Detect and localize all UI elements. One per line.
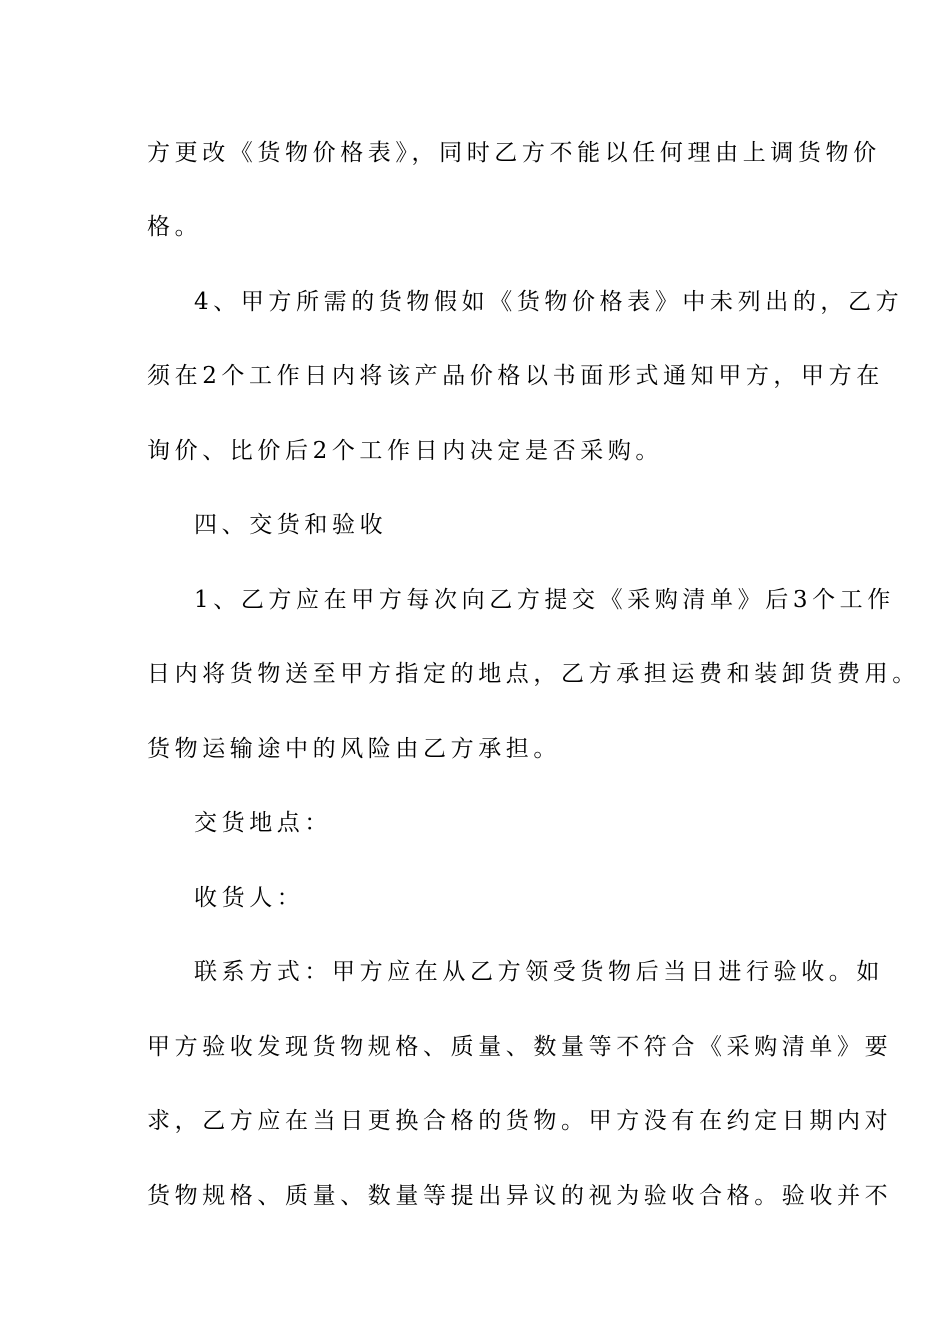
paragraph-line: 求，乙方应在当日更换合格的货物。甲方没有在约定日期内对 [147,1108,893,1134]
paragraph-line: 4、甲方所需的货物假如《货物价格表》中未列出的，乙方 [194,289,904,315]
paragraph-line: 货物运输途中的风险由乙方承担。 [147,736,561,762]
paragraph-line: 格。 [147,214,203,240]
paragraph-line: 货物规格、质量、数量等提出异议的视为验收合格。验收并不 [147,1183,893,1209]
section-heading: 四、交货和验收 [194,512,388,538]
paragraph-line: 甲方验收发现货物规格、质量、数量等不符合《采购清单》要 [147,1034,893,1060]
paragraph-line: 方更改《货物价格表》，同时乙方不能以任何理由上调货物价 [147,140,881,166]
field-label-consignee: 收货人： [194,885,305,911]
paragraph-line: 询价、比价后2个工作日内决定是否采购。 [147,438,664,464]
paragraph-line: 1、乙方应在甲方每次向乙方提交《采购清单》后3个工作 [194,587,895,613]
field-label-delivery-location: 交货地点： [194,810,332,836]
paragraph-line: 须在2个工作日内将该产品价格以书面形式通知甲方，甲方在 [147,363,884,389]
paragraph-line: 联系方式：甲方应在从乙方领受货物后当日进行验收。如 [194,959,884,985]
paragraph-line: 日内将货物送至甲方指定的地点，乙方承担运费和装卸货费用。 [147,661,920,687]
